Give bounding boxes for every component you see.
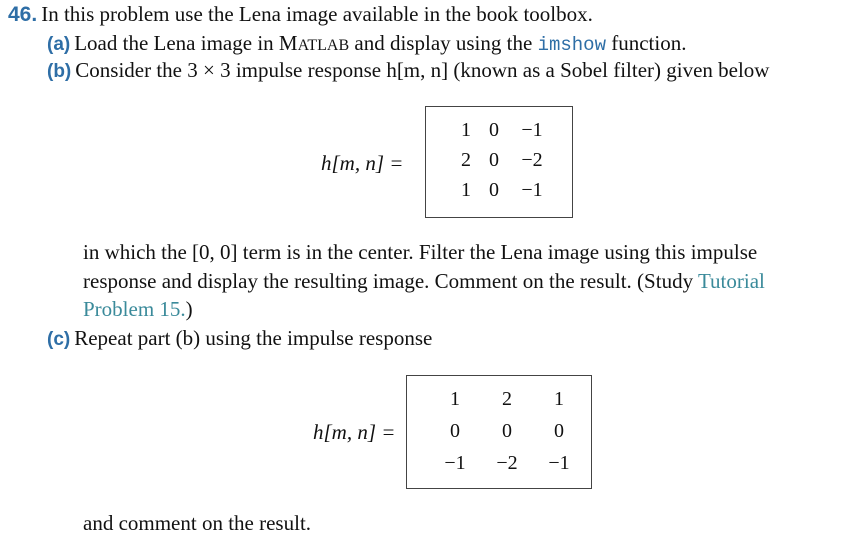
matrix1-cell: 0 (489, 179, 499, 201)
matrix1-cell: −1 (521, 179, 543, 201)
matrix1-cell: 1 (461, 119, 471, 141)
matrix2-cell: −1 (444, 452, 466, 474)
part-a-text-before: Load the Lena image in (74, 31, 279, 55)
matrix2-box (406, 375, 592, 489)
matrix2-cell: 1 (450, 388, 460, 410)
matrix1-cell: 0 (489, 119, 499, 141)
part-c-label: (c) (47, 329, 71, 350)
matrix1-cell: 0 (489, 149, 499, 171)
part-c-text: Repeat part (b) using the impulse response (74, 326, 433, 350)
matrix1-cell: 2 (461, 149, 471, 171)
part-b-after-line2-text: response and display the resulting image. Comment on the result. (Study (83, 269, 698, 293)
matrix2-cell: 0 (502, 420, 512, 442)
part-b-after-line3 (83, 297, 193, 321)
part-a-text-after: function. (605, 31, 687, 55)
part-b-text: Consider the 3 × 3 impulse response h[m, n] (known as a Sobel filter) given below (75, 58, 770, 82)
problem-number: 46. (8, 3, 38, 26)
matrix1-box (425, 106, 573, 218)
matrix2-cell: −2 (496, 452, 518, 474)
part-a-text-middle: and display using the (349, 31, 538, 55)
matrix2-cell: −1 (548, 452, 570, 474)
matrix2-cell: 0 (554, 420, 564, 442)
part-b-after-line3-end: ) (185, 297, 193, 321)
part-b (47, 58, 769, 83)
matrix1-cell: 1 (461, 179, 471, 201)
matrix1-cell: −1 (521, 119, 543, 141)
imshow-code: imshow (537, 34, 606, 56)
part-c-closing: and comment on the result. (83, 511, 312, 535)
part-b-after-line1: in which the [0, 0] term is in the center. Filter the Lena image using this impulse (83, 240, 758, 264)
matrix1-cell: −2 (521, 149, 543, 171)
problem-line (8, 2, 593, 27)
problem-intro: In this problem use the Lena image available in the book toolbox. (41, 2, 593, 26)
matrix2-cell: 0 (450, 420, 460, 442)
part-a (47, 31, 686, 58)
tutorial-link-word[interactable]: Tutorial (697, 269, 765, 293)
matrix2-lhs: h[m, n] = (313, 420, 396, 444)
matlab-first-letter: M (278, 31, 298, 55)
matrix2-cell: 1 (554, 388, 564, 410)
matlab-rest: ATLAB (297, 37, 350, 54)
tutorial-problem-link[interactable]: Problem 15. (83, 297, 186, 321)
part-b-after-line2 (83, 269, 765, 293)
matrix2-cell: 2 (502, 388, 512, 410)
matrix1-lhs: h[m, n] = (321, 151, 404, 175)
part-a-label: (a) (47, 34, 71, 55)
part-c (47, 326, 432, 351)
part-b-label: (b) (47, 61, 72, 82)
